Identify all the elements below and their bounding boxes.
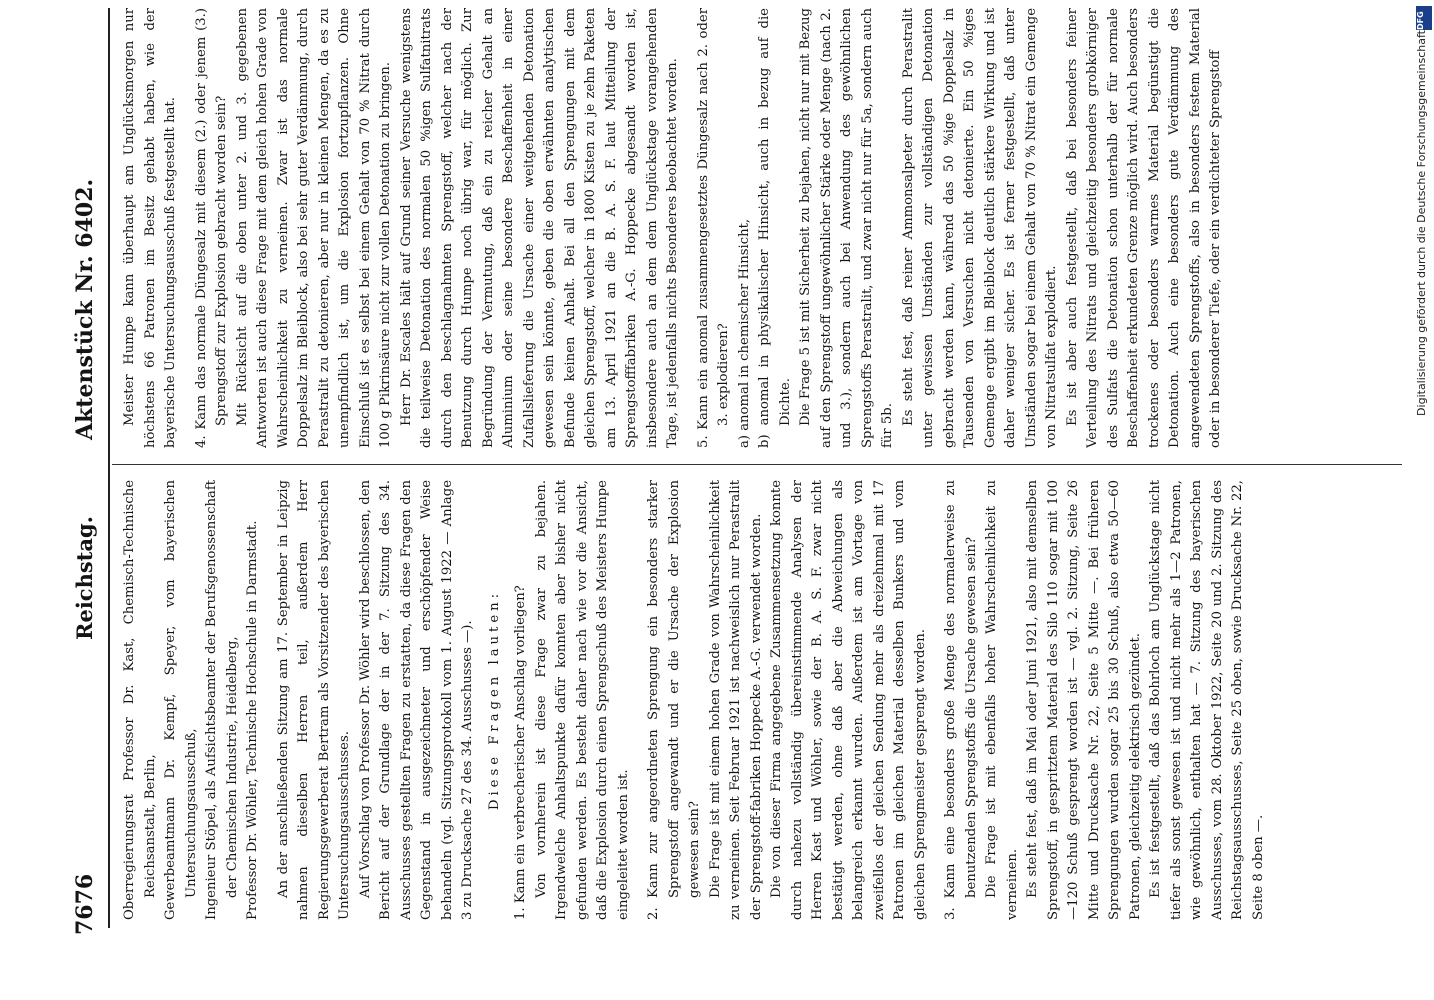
question-3: 3. Kann eine besonders große Menge des normalerweise zu benutzenden Sprengstoffs die Ursache gewesen sein?: [943, 480, 979, 920]
answer-5-continued: Es ist aber auch festgestellt, daß bei besonders feiner Verteilung des Nitrats und gleichzeitig besonders grobkörniger des Sulfats die Detonation schon unterhalb der für normale Beschaffenheit erkundeten Grenze möglich wird. Auch besonders trockenes oder besonders warmes Material begünstigt die Detonation. Auch eine besonders gute Verdämmung des angewendeten Sprengstoffs, also in besonders festem Material oder in besonderer Tiefe, oder ein verdichteter Sprengstoff: [1064, 8, 1223, 448]
header-rule: [108, 8, 110, 928]
question-5-option-b: b) anomal in physikalischer Hinsicht, auch in bezug auf die Dichte.: [757, 8, 793, 448]
record-number: Aktenstück Nr. 6402.: [72, 178, 98, 440]
paragraph: An der anschließenden Sitzung am 17. September in Leipzig nahmen dieselben Herren teil, außerdem Herr Regierungsgewerberat Bertram als Vorsitzender des bayerischen Untersuchungsausschusses.: [275, 480, 352, 920]
page-number: 7676: [72, 873, 98, 935]
answer-4-continued: Herr Dr. Escales hält auf Grund seiner Versuche wenigstens die teilweise Detonation des normalen 50 %igen Sulfatnitrats durch den beschlagnahmten Sprengstoff, welcher nach der Benutzung durch Humpe noch übrig war, für möglich. Zur Begründung der Vermutung, daß ein zu reicher Gehalt an Aluminium oder seine besondere Beschaffenheit in einer Zufallslieferung die Ursache einer weitgehenden Detonation gewesen sein könnte, geben die oben erwähnten analytischen Befunde keinen Anhalt. Bei all den Sprengungen mit dem gleichen Sprengstoff, welcher in 1800 Kisten zu je zehn Paketen am 13. April 1921 an die B. A. S. F. laut Mitteilung der Sprengstofffabriken A.-G. Hoppecke abgesandt worden ist, insbesondere auch an dem dem Unglückstage vorangehenden Tage, ist jedenfalls nichts Besonderes beobachtet worden.: [398, 8, 680, 448]
page-header: [60, 0, 110, 1000]
right-column: [120, 8, 1400, 448]
paragraph: Meister Humpe kann überhaupt am Unglücksmorgen nur höchstens 66 Patronen im Besitz gehabt haben, wie der bayerische Untersuchungsausschuß festgestellt hat.: [122, 8, 178, 448]
answer-5: Die Frage 5 ist mit Sicherheit zu bejahen, nicht nur mit Bezug auf den Sprengstoff ungewöhnlicher Stärke oder Menge (nach 2. und 3.), sondern auch bei Anwendung des gewöhnlichen Sprengstoffs Perastralit, und zwar nicht nur für 5a, sondern auch für 5b.: [798, 8, 895, 448]
dfg-logo-icon: [1416, 6, 1432, 30]
dfg-logo-label: DFG: [1416, 11, 1425, 30]
participant-entry: Professor Dr. Wöhler, Technische Hochschule in Darmstadt.: [245, 520, 260, 920]
credit-text: Digitalisierung gefördert durch die Deutsche Forschungsgemeinschaft: [1415, 30, 1428, 416]
section-heading: Diese Fragen lauten:: [486, 589, 502, 811]
answer-3-continued: Es ist festgestellt, daß das Bohrloch am Unglückstage nicht tiefer als sonst gewesen ist und nicht mehr als 1—2 Patronen, wie gewöhnlich, enthalten hat — 7. Sitzung des bayerischen Ausschusses, vom 28. Oktober 1922, Seite 20 und 2. Sitzung des Reichstagsausschusses, Seite 25 oben, sowie Drucksache Nr. 22, Seite 8 oben —.: [1148, 480, 1266, 920]
question-5: 5. Kann ein anomal zusammengesetztes Düngesalz nach 2. oder 3. explodieren?: [695, 8, 731, 448]
digitization-credit: [1412, 8, 1432, 992]
answer-3: Die Frage ist mit ebenfalls hoher Wahrscheinlichkeit zu verneinen.: [984, 480, 1020, 920]
paragraph: Auf Vorschlag von Professor Dr. Wöhler wird beschlossen, den Bericht auf der Grundlage der in der 7. Sitzung des 34. Ausschusses gestellten Fragen zu erstatten, da diese Fragen den Gegenstand in ausgezeichneter und erschöpfender Weise behandeln (vgl. Sitzungsprotokoll vom 1. August 1922 — Anlage 3 zu Drucksache 27 des 34. Ausschusses —).: [357, 480, 475, 920]
answer-3-continued: Es steht fest, daß im Mai oder Juni 1921, also mit demselben Sprengstoff, in gespritztem Material des Silo 110 sogar mit 100—120 Schuß gesprengt worden ist — vgl. 2. Sitzung, Seite 26 Mitte und Drucksache Nr. 22, Seite 5 Mitte —. Bei früheren Sprengungen wurden sogar 25 bis 30 Schuß, also etwa 50—60 Patronen, gleichzeitig elektrisch gezündet.: [1025, 480, 1143, 920]
left-column: [120, 480, 1400, 920]
question-4: 4. Kann das normale Düngesalz mit diesem (2.) oder jenem (3.) Sprengstoff zur Explosion gebracht worden sein?: [193, 8, 229, 448]
participant-entry: Oberregierungsrat Professor Dr. Kast, Chemisch-Technische Reichsanstalt, Berlin,: [122, 480, 158, 920]
participant-entry: Ingenieur Stöpel, als Aufsichtsbeamter der Berufsgenossenschaft der Chemischen Industrie, Heidelberg,: [204, 480, 240, 920]
question-2: 2. Kann zur angeordneten Sprengung ein besonders starker Sprengstoff angewandt und er die Ursache der Explosion gewesen sein?: [646, 480, 702, 920]
answer-2: Die Frage ist mit einem hohen Grade von Wahrscheinlichkeit zu verneinen. Seit Februar 1921 ist nachweislich nur Perastralit der Sprengstoff-fabriken Hoppecke A.-G. verwendet worden.: [707, 480, 764, 920]
column-divider: [112, 464, 1402, 465]
publication-title: Reichstag.: [72, 516, 97, 640]
answer-5-continued: Es steht fest, daß reiner Ammonsalpeter durch Perastralit unter gewissen Umständen zur vollständigen Detonation gebracht werden kann, während das 50 %ige Doppelsalz in Tausenden von Versuchen nicht detonierte. Ein 50 %iges Gemenge ergibt im Bleiblock deutlich stärkere Wirkung und ist daher weniger sicher. Es ist ferner festgestellt, daß unter Umständen sogar bei einem Gehalt von 70 % Nitrat ein Gemenge von Nitratsulfat explodiert.: [900, 8, 1059, 448]
participant-entry: Gewerbeamtmann Dr. Kempf, Speyer, vom bayerischen Untersuchungsausschuß,: [163, 480, 199, 920]
answer-2-continued: Die von dieser Firma angegebene Zusammensetzung konnte durch nahezu vollständig übereinstimmende Analysen der Herren Kast und Wöhler, sowie der B. A. S. F. zwar nicht bestätigt werden, ohne daß aber die Abweichungen als belangreich erkannt wurden. Außerdem ist am Vortage von zweifellos der gleichen Sendung mehr als dreizehnmal mit 17 Patronen im gleichen Material desselben Bunkers und vom gleichen Sprengmeister gesprengt worden.: [769, 480, 928, 920]
answer-4: Mit Rücksicht auf die oben unter 2. und 3. gegebenen Antworten ist auch diese Frage mit dem gleich hohen Grade von Wahrscheinlichkeit zu verneinen. Zwar ist das normale Doppelsalz im Bleiblock, also bei sehr guter Verdämmung, durch Perastralit zu detonieren, aber nur in kleinen Mengen, da es zu unempfindlich ist, um die Explosion fortzupflanzen. Ohne Einschluß ist es selbst bei einem Gehalt von 70 % Nitrat durch 100 g Pikrinsäure nicht zur vollen Detonation zu bringen.: [234, 8, 393, 448]
answer-1: Von vornherein ist diese Frage zwar zu bejahen. Irgendwelche Anhaltspunkte dafür konnten aber bisher nicht gefunden werden. Es besteht daher nach wie vor die Ansicht, daß die Explosion durch einen Sprengschuß des Meisters Humpe eingeleitet worden ist.: [533, 480, 631, 920]
question-1: 1. Kann ein verbrecherischer Anschlag vorliegen?: [513, 585, 528, 920]
question-5-option-a: a) anomal in chemischer Hinsicht,: [736, 218, 752, 448]
